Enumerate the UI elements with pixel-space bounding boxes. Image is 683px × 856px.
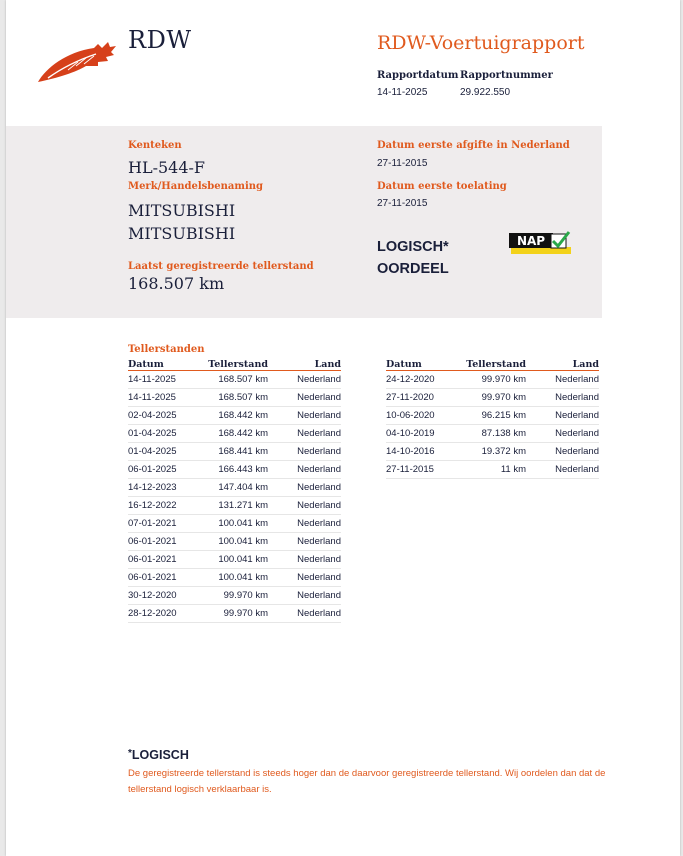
reading-date: 07-01-2021 — [128, 515, 200, 533]
reading-odometer: 99.970 km — [458, 371, 526, 389]
readings-table-left — [128, 358, 341, 623]
readings-title: Tellerstanden — [128, 344, 205, 355]
report-number-label: Rapportnummer — [460, 70, 553, 81]
nap-logo-text: NAP — [516, 234, 546, 248]
reading-odometer: 168.442 km — [200, 425, 268, 443]
verdict — [377, 236, 449, 280]
vehicle-summary-panel — [6, 126, 602, 318]
reading-date: 16-12-2022 — [128, 497, 200, 515]
reading-odometer: 168.441 km — [200, 443, 268, 461]
table-row — [128, 515, 341, 533]
reading-odometer: 87.138 km — [458, 425, 526, 443]
odometer-value: 168.507 km — [128, 274, 225, 293]
readings-table-right — [386, 358, 599, 479]
table-row — [386, 407, 599, 425]
table-row — [128, 587, 341, 605]
report-title: RDW-Voertuigrapport — [377, 32, 585, 54]
column-header-date: Datum — [386, 358, 458, 371]
reading-country: Nederland — [268, 425, 341, 443]
table-row — [128, 407, 341, 425]
table-row — [386, 461, 599, 479]
report-date-label: Rapportdatum — [377, 70, 459, 81]
reading-country: Nederland — [268, 515, 341, 533]
table-row — [128, 371, 341, 389]
reading-odometer: 131.271 km — [200, 497, 268, 515]
reading-date: 06-01-2021 — [128, 569, 200, 587]
reading-country: Nederland — [268, 443, 341, 461]
footnote-title — [128, 748, 189, 762]
table-row — [386, 443, 599, 461]
reading-date: 14-11-2025 — [128, 389, 200, 407]
reading-date: 24-12-2020 — [386, 371, 458, 389]
reading-date: 28-12-2020 — [128, 605, 200, 623]
table-row — [128, 497, 341, 515]
reading-date: 06-01-2025 — [128, 461, 200, 479]
reading-country: Nederland — [268, 461, 341, 479]
reading-country: Nederland — [526, 461, 599, 479]
reading-country: Nederland — [526, 443, 599, 461]
column-header-odometer: Tellerstand — [458, 358, 526, 371]
reading-odometer: 99.970 km — [200, 605, 268, 623]
report-page — [6, 0, 680, 856]
rdw-logo-icon — [36, 38, 118, 84]
reading-odometer: 168.507 km — [200, 371, 268, 389]
reading-date: 10-06-2020 — [386, 407, 458, 425]
brand-label: Merk/Handelsbenaming — [128, 181, 264, 192]
table-header-row — [386, 358, 599, 371]
reading-country: Nederland — [268, 371, 341, 389]
table-row — [128, 389, 341, 407]
reading-date: 14-11-2025 — [128, 371, 200, 389]
reading-country: Nederland — [268, 479, 341, 497]
plate-label: Kenteken — [128, 140, 182, 151]
table-row — [128, 533, 341, 551]
reading-country: Nederland — [268, 407, 341, 425]
verdict-line-2: OORDEEL — [377, 261, 449, 277]
reading-odometer: 100.041 km — [200, 515, 268, 533]
brand-value: MITSUBISHI — [128, 201, 236, 220]
odometer-label: Laatst geregistreerde tellerstand — [128, 261, 314, 272]
report-date: 14-11-2025 — [377, 87, 428, 98]
table-row — [128, 443, 341, 461]
footnote-title-text: LOGISCH — [131, 748, 189, 762]
table-row — [386, 425, 599, 443]
footnote-text: De geregistreerde tellerstand is steeds hoger dan de daarvoor geregistreerde tellerstand. Wij oordelen dan dat de tellerstand logisch verklaarbaar is. — [128, 768, 606, 795]
reading-odometer: 100.041 km — [200, 551, 268, 569]
reading-country: Nederland — [268, 569, 341, 587]
reading-country: Nederland — [526, 407, 599, 425]
panel-notch — [6, 318, 86, 328]
column-header-country: Land — [268, 358, 341, 371]
table-row — [386, 371, 599, 389]
footnote-asterisk: * — [128, 748, 132, 759]
reading-odometer: 96.215 km — [458, 407, 526, 425]
reading-odometer: 100.041 km — [200, 569, 268, 587]
reading-country: Nederland — [526, 371, 599, 389]
reading-country: Nederland — [268, 587, 341, 605]
table-row — [128, 461, 341, 479]
column-header-odometer: Tellerstand — [200, 358, 268, 371]
reading-country: Nederland — [268, 533, 341, 551]
table-row — [128, 425, 341, 443]
reading-odometer: 147.404 km — [200, 479, 268, 497]
reading-odometer: 11 km — [458, 461, 526, 479]
table-row — [128, 569, 341, 587]
reading-country: Nederland — [268, 605, 341, 623]
table-row — [128, 479, 341, 497]
reading-date: 04-10-2019 — [386, 425, 458, 443]
first-nl-value: 27-11-2015 — [377, 158, 428, 169]
reading-country: Nederland — [268, 551, 341, 569]
table-row — [386, 389, 599, 407]
reading-date: 06-01-2021 — [128, 533, 200, 551]
reading-odometer: 100.041 km — [200, 533, 268, 551]
first-admission-value: 27-11-2015 — [377, 198, 428, 209]
reading-date: 14-10-2016 — [386, 443, 458, 461]
reading-date: 27-11-2015 — [386, 461, 458, 479]
trade-name-value: MITSUBISHI — [128, 224, 236, 243]
reading-odometer: 19.372 km — [458, 443, 526, 461]
report-number: 29.922.550 — [460, 87, 511, 98]
reading-date: 02-04-2025 — [128, 407, 200, 425]
table-row — [128, 551, 341, 569]
table-header-row — [128, 358, 341, 371]
reading-country: Nederland — [268, 497, 341, 515]
reading-date: 30-12-2020 — [128, 587, 200, 605]
reading-odometer: 99.970 km — [458, 389, 526, 407]
reading-date: 01-04-2025 — [128, 443, 200, 461]
reading-date: 01-04-2025 — [128, 425, 200, 443]
reading-country: Nederland — [526, 425, 599, 443]
table-row — [128, 605, 341, 623]
nap-check-icon — [509, 231, 571, 255]
plate-value: HL-544-F — [128, 158, 206, 177]
reading-odometer: 168.507 km — [200, 389, 268, 407]
reading-date: 06-01-2021 — [128, 551, 200, 569]
verdict-line-1: LOGISCH* — [377, 239, 449, 255]
reading-odometer: 166.443 km — [200, 461, 268, 479]
first-admission-label: Datum eerste toelating — [377, 181, 507, 192]
column-header-date: Datum — [128, 358, 200, 371]
reading-odometer: 168.442 km — [200, 407, 268, 425]
logo-text: RDW — [128, 26, 192, 54]
column-header-country: Land — [526, 358, 599, 371]
reading-date: 27-11-2020 — [386, 389, 458, 407]
reading-country: Nederland — [268, 389, 341, 407]
reading-date: 14-12-2023 — [128, 479, 200, 497]
reading-odometer: 99.970 km — [200, 587, 268, 605]
reading-country: Nederland — [526, 389, 599, 407]
first-nl-label: Datum eerste afgifte in Nederland — [377, 140, 570, 151]
